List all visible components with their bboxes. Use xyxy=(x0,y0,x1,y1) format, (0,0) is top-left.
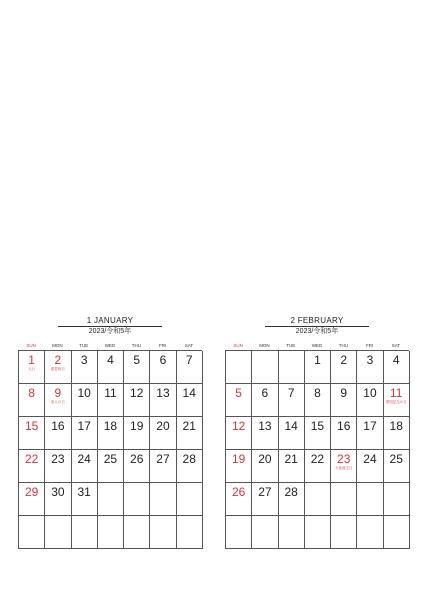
day-cell xyxy=(331,483,357,516)
day-number: 11 xyxy=(104,386,117,400)
day-number: 8 xyxy=(314,386,321,400)
weekday-label: TUE xyxy=(79,343,89,348)
day-number: 15 xyxy=(310,419,325,433)
day-cell xyxy=(150,384,176,417)
day-number: 29 xyxy=(24,485,39,499)
day-cell xyxy=(45,483,71,516)
month-header xyxy=(18,316,202,337)
day-cell xyxy=(150,516,176,549)
day-cell xyxy=(45,516,71,549)
weekday-label: WED xyxy=(104,343,116,348)
day-number xyxy=(279,351,304,353)
day-cell xyxy=(124,450,150,483)
day-grid xyxy=(18,350,202,549)
weekday-label: THU xyxy=(131,343,141,348)
day-number: 13 xyxy=(258,419,272,433)
day-number: 5 xyxy=(235,386,242,400)
day-number: 31 xyxy=(77,485,91,499)
day-number: 12 xyxy=(130,386,144,400)
day-number: 12 xyxy=(231,419,246,433)
day-number: 1 xyxy=(28,353,35,367)
weekday-label: THU xyxy=(338,343,348,348)
day-cell xyxy=(72,351,98,384)
day-number: 4 xyxy=(392,353,400,367)
day-cell xyxy=(384,450,410,483)
month-year-subtitle: 2023/令和5年 xyxy=(295,328,339,335)
day-number: 20 xyxy=(258,452,272,466)
day-cell xyxy=(124,384,150,417)
day-number: 6 xyxy=(159,353,167,367)
day-number: 18 xyxy=(103,419,118,433)
day-number: 17 xyxy=(77,419,91,433)
month-title: 1 JANUARY xyxy=(86,316,134,325)
day-cell xyxy=(45,417,71,450)
day-cell xyxy=(19,516,45,549)
day-cell xyxy=(384,384,410,417)
day-cell xyxy=(72,384,98,417)
day-cell xyxy=(177,384,203,417)
holiday-name: 天皇誕生日 xyxy=(334,466,353,470)
day-number xyxy=(124,516,149,518)
day-number xyxy=(305,516,330,518)
day-cell xyxy=(150,483,176,516)
day-cell xyxy=(384,351,410,384)
day-cell xyxy=(305,450,331,483)
day-cell xyxy=(331,384,357,417)
day-cell xyxy=(72,450,98,483)
day-number: 24 xyxy=(363,452,377,466)
day-cell xyxy=(98,384,124,417)
day-cell xyxy=(279,516,305,549)
day-number: 28 xyxy=(182,452,196,466)
weekday-label: SUN xyxy=(233,343,243,348)
day-cell xyxy=(384,417,410,450)
day-number: 30 xyxy=(51,485,65,499)
day-number xyxy=(177,516,202,518)
weekday-header-row xyxy=(225,341,409,350)
day-cell xyxy=(45,351,71,384)
day-number xyxy=(226,351,251,353)
day-number: 21 xyxy=(284,452,298,466)
day-cell xyxy=(124,351,150,384)
day-number: 3 xyxy=(80,353,88,367)
day-cell xyxy=(226,417,252,450)
day-cell xyxy=(331,351,357,384)
day-cell xyxy=(357,483,383,516)
day-number: 23 xyxy=(51,452,65,466)
day-cell xyxy=(124,483,150,516)
day-number xyxy=(384,483,409,485)
day-cell xyxy=(98,483,124,516)
day-number: 9 xyxy=(54,386,62,400)
day-number xyxy=(357,483,382,485)
day-number: 14 xyxy=(284,419,298,433)
month-header xyxy=(225,316,409,337)
day-number xyxy=(19,516,44,518)
day-cell xyxy=(98,417,124,450)
day-cell xyxy=(305,384,331,417)
day-grid xyxy=(225,350,409,549)
day-cell xyxy=(252,384,278,417)
day-cell xyxy=(305,516,331,549)
day-number: 15 xyxy=(24,419,39,433)
month-year-subtitle: 2023/令和5年 xyxy=(88,328,132,335)
day-cell xyxy=(45,384,71,417)
day-number xyxy=(226,516,251,518)
day-cell xyxy=(252,516,278,549)
day-cell xyxy=(252,483,278,516)
weekday-label: SAT xyxy=(184,343,194,348)
day-number xyxy=(150,483,175,485)
day-cell xyxy=(124,417,150,450)
weekday-label: FRI xyxy=(159,343,167,348)
day-cell xyxy=(72,483,98,516)
day-number xyxy=(98,516,123,518)
day-number: 8 xyxy=(28,386,35,400)
day-number: 18 xyxy=(389,419,403,433)
calendar-month-january xyxy=(18,316,202,549)
holiday-name: 成人の日 xyxy=(50,400,65,404)
day-number: 11 xyxy=(389,386,403,400)
weekday-label: WED xyxy=(311,343,323,348)
day-cell xyxy=(331,417,357,450)
day-cell xyxy=(226,384,252,417)
day-number xyxy=(305,483,330,485)
day-cell xyxy=(279,450,305,483)
weekday-label: SAT xyxy=(391,343,401,348)
day-cell xyxy=(252,351,278,384)
weekday-label: TUE xyxy=(286,343,296,348)
day-cell xyxy=(331,516,357,549)
day-number xyxy=(384,516,409,518)
day-number: 16 xyxy=(51,419,65,433)
day-cell xyxy=(279,483,305,516)
day-cell xyxy=(305,351,331,384)
day-number: 26 xyxy=(130,452,144,466)
day-number: 27 xyxy=(156,452,170,466)
day-cell xyxy=(72,417,98,450)
day-number: 23 xyxy=(337,452,351,466)
day-number xyxy=(252,516,277,518)
day-number: 9 xyxy=(340,386,348,400)
day-cell xyxy=(279,417,305,450)
calendar-month-february xyxy=(225,316,409,549)
holiday-name: 元日 xyxy=(28,367,36,371)
day-number: 10 xyxy=(77,386,91,400)
day-cell xyxy=(98,516,124,549)
day-number xyxy=(279,516,304,518)
day-number: 2 xyxy=(54,353,62,367)
day-cell xyxy=(177,351,203,384)
day-cell xyxy=(357,417,383,450)
day-number: 6 xyxy=(261,386,269,400)
day-cell xyxy=(252,450,278,483)
day-cell xyxy=(19,483,45,516)
day-number: 28 xyxy=(284,485,298,499)
day-cell xyxy=(279,351,305,384)
day-number: 10 xyxy=(363,386,377,400)
day-cell xyxy=(357,450,383,483)
day-cell xyxy=(305,417,331,450)
day-cell xyxy=(72,516,98,549)
day-number: 22 xyxy=(24,452,39,466)
day-number: 25 xyxy=(389,452,403,466)
day-number: 5 xyxy=(133,353,141,367)
day-cell xyxy=(226,516,252,549)
day-number xyxy=(124,483,149,485)
day-number: 2 xyxy=(340,353,348,367)
day-number: 20 xyxy=(156,419,170,433)
day-cell xyxy=(19,450,45,483)
day-number xyxy=(98,483,123,485)
day-cell xyxy=(19,351,45,384)
day-number: 25 xyxy=(103,452,118,466)
day-cell xyxy=(150,417,176,450)
weekday-label: SUN xyxy=(26,343,36,348)
day-number xyxy=(150,516,175,518)
month-title: 2 FEBRUARY xyxy=(290,316,344,325)
day-cell xyxy=(357,516,383,549)
day-number: 1 xyxy=(314,353,321,367)
day-number: 13 xyxy=(156,386,170,400)
day-cell xyxy=(19,384,45,417)
day-cell xyxy=(19,417,45,450)
day-number: 22 xyxy=(310,452,325,466)
day-cell xyxy=(226,450,252,483)
day-number: 21 xyxy=(182,419,196,433)
day-cell xyxy=(357,384,383,417)
day-cell xyxy=(124,516,150,549)
day-number: 3 xyxy=(366,353,374,367)
day-number: 26 xyxy=(231,485,246,499)
weekday-label: MON xyxy=(52,343,63,348)
day-number xyxy=(331,483,356,485)
holiday-name: 建国記念の日 xyxy=(385,400,407,404)
day-cell xyxy=(279,384,305,417)
day-cell xyxy=(357,351,383,384)
day-cell xyxy=(331,450,357,483)
day-number xyxy=(252,351,277,353)
day-number: 19 xyxy=(231,452,246,466)
day-number xyxy=(45,516,70,518)
day-number xyxy=(357,516,382,518)
weekday-header-row xyxy=(18,341,202,350)
day-cell xyxy=(150,351,176,384)
day-number xyxy=(331,516,356,518)
day-number xyxy=(72,516,97,518)
day-cell xyxy=(45,450,71,483)
weekday-label: FRI xyxy=(366,343,374,348)
day-cell xyxy=(177,483,203,516)
day-number: 16 xyxy=(337,419,351,433)
weekday-label: MON xyxy=(259,343,270,348)
day-cell xyxy=(384,516,410,549)
day-number: 24 xyxy=(77,452,91,466)
day-number: 19 xyxy=(130,419,144,433)
day-number xyxy=(177,483,202,485)
day-cell xyxy=(177,417,203,450)
day-cell xyxy=(305,483,331,516)
day-number: 14 xyxy=(182,386,196,400)
day-cell xyxy=(177,516,203,549)
day-number: 7 xyxy=(287,386,295,400)
day-cell xyxy=(384,483,410,516)
day-number: 4 xyxy=(107,353,114,367)
day-cell xyxy=(177,450,203,483)
day-cell xyxy=(226,483,252,516)
holiday-name: 振替休日 xyxy=(50,367,65,371)
day-number: 17 xyxy=(363,419,377,433)
day-number: 7 xyxy=(185,353,193,367)
day-cell xyxy=(98,450,124,483)
day-cell xyxy=(150,450,176,483)
day-cell xyxy=(252,417,278,450)
day-cell xyxy=(98,351,124,384)
day-cell xyxy=(226,351,252,384)
day-number: 27 xyxy=(258,485,272,499)
